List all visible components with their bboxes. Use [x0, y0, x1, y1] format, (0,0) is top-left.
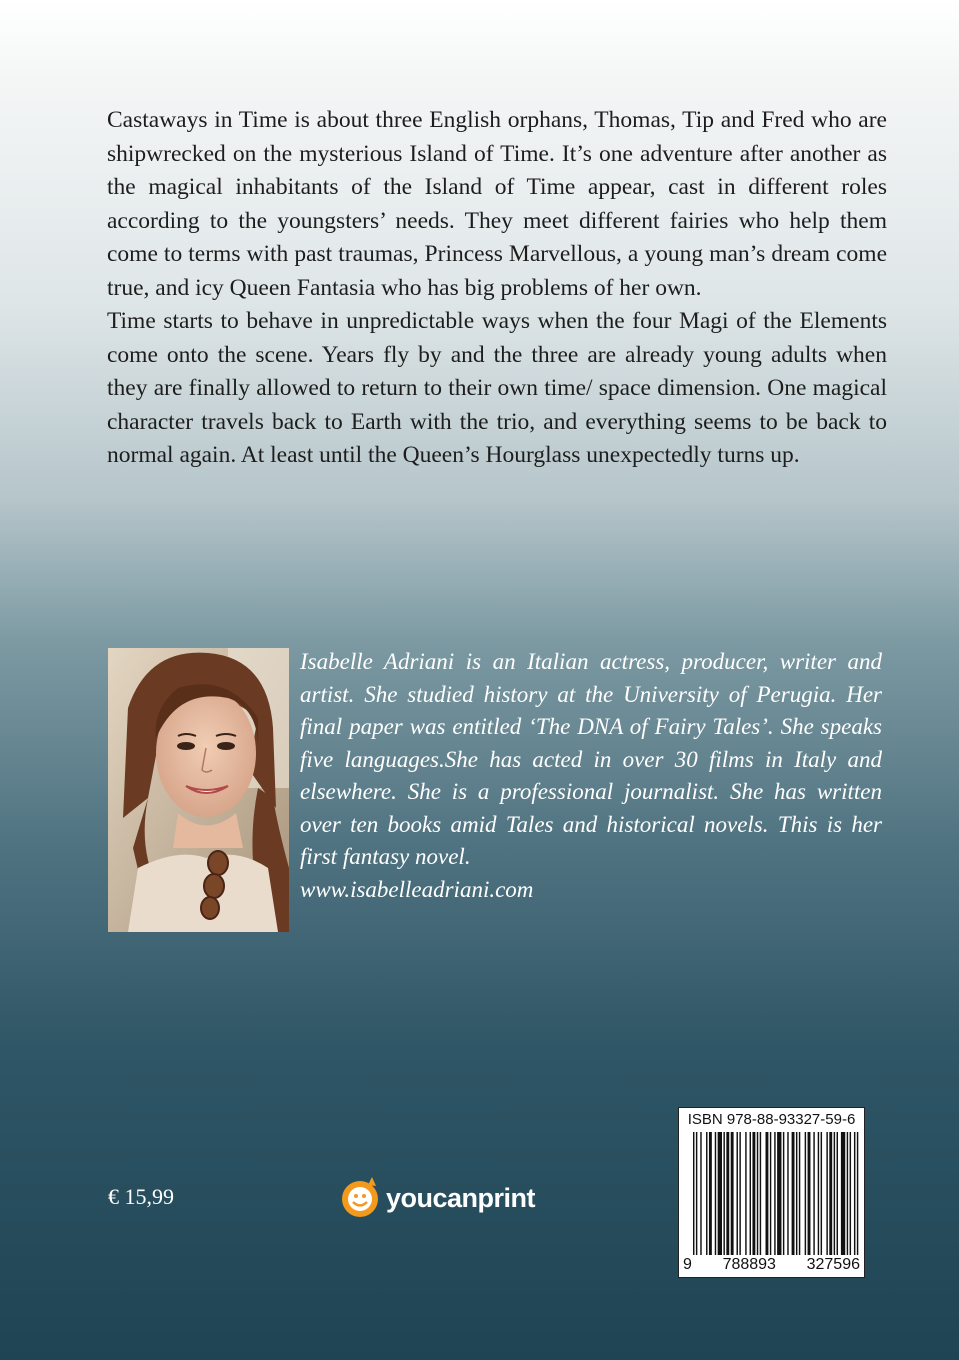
barcode-bar — [757, 1132, 758, 1262]
barcode-bars — [683, 1132, 860, 1262]
barcode-bar — [706, 1132, 707, 1262]
author-website-link[interactable]: www.isabelleadriani.com — [300, 876, 534, 902]
author-bio — [300, 646, 882, 906]
barcode-bar — [723, 1132, 724, 1262]
barcode-bar — [818, 1132, 819, 1262]
barcode-bar — [715, 1132, 716, 1262]
barcode-bar — [770, 1132, 771, 1262]
barcode-bar — [837, 1132, 838, 1262]
barcode-bar — [737, 1132, 738, 1262]
barcode-bar — [821, 1132, 822, 1262]
price-label: € 15,99 — [108, 1184, 174, 1209]
publisher-name: youcanprint — [386, 1182, 536, 1213]
barcode-bar — [787, 1132, 788, 1262]
isbn-label: ISBN 978-88-93327-59-6 — [687, 1111, 856, 1128]
barcode-bar — [854, 1132, 855, 1262]
barcode-bar — [813, 1132, 814, 1262]
barcode-bar — [847, 1132, 848, 1262]
barcode-bar — [739, 1132, 740, 1262]
barcode-bar — [841, 1132, 845, 1262]
barcode-bar — [796, 1132, 797, 1262]
smiley-face-icon — [338, 1175, 384, 1221]
barcode-bar — [805, 1132, 806, 1262]
barcode-bar — [766, 1132, 769, 1262]
barcode-bar — [731, 1132, 734, 1262]
barcode-digit-group-1: 788893 — [722, 1256, 776, 1273]
synopsis-paragraph-1: Castaways in Time is about three English orphans, Thomas, Tip and Fred who are shipwrecked on the mysterious Island of Time. It’s one adventure after another as the magical inhabitants of the Island of Time appear, cast in different roles according to the youngsters’ needs. They meet different fairies who help them come to terms with past traumas, Princess Marvellous, a young man’s dream come true, and icy Queen Fantasia who has big problems of her own. — [107, 107, 887, 301]
barcode-bar — [808, 1132, 811, 1262]
barcode-bar — [726, 1132, 729, 1262]
barcode-digit-prefix: 9 — [683, 1256, 692, 1273]
barcode-bar — [799, 1132, 800, 1262]
barcode-bar — [718, 1132, 722, 1262]
barcode-bar — [826, 1132, 827, 1262]
barcode-bar — [745, 1132, 746, 1262]
isbn-barcode — [678, 1107, 865, 1278]
synopsis-paragraph-2: Time starts to behave in unpredictable ways when the four Magi of the Elements come onto the scene. Years fly by and the three are already young adults when they are finally allowed to return to their own time/ space dimension. One magical character travels back to Earth with the trio, and everything seems to be back to normal again. At least until the Queen’s Hourglass unexpectedly turns up. — [107, 308, 887, 468]
barcode-bar — [850, 1132, 851, 1262]
barcode-bar — [750, 1132, 751, 1262]
author-bio-text: Isabelle Adriani is an Italian actress, producer, writer and artist. She studied history at the University of Perugia. Her final paper was entitled ‘The DNA of Fairy Tales’. She speaks five languages.She has acted in over 30 films in Italy and elsewhere. She is a professional journalist. She has written over ten books amid Tales and historical novels. This is her first fantasy novel. — [300, 649, 882, 869]
barcode-bar — [777, 1132, 781, 1262]
barcode-bar — [693, 1132, 694, 1262]
barcode-bar — [700, 1132, 701, 1262]
barcode-bar — [792, 1132, 795, 1262]
barcode-bar — [696, 1132, 697, 1262]
barcode-bar — [760, 1132, 761, 1262]
barcode-bar — [857, 1132, 858, 1262]
barcode-bar — [834, 1132, 835, 1262]
book-synopsis — [107, 104, 887, 473]
barcode-bar — [829, 1132, 832, 1262]
barcode-bar — [752, 1132, 755, 1262]
barcode-bar — [774, 1132, 775, 1262]
barcode-digit-group-2: 327596 — [806, 1256, 860, 1273]
publisher-logo — [338, 1175, 535, 1221]
author-photo — [108, 648, 289, 932]
barcode-bar — [709, 1132, 712, 1262]
barcode-digits — [683, 1255, 860, 1274]
barcode-bar — [783, 1132, 784, 1262]
